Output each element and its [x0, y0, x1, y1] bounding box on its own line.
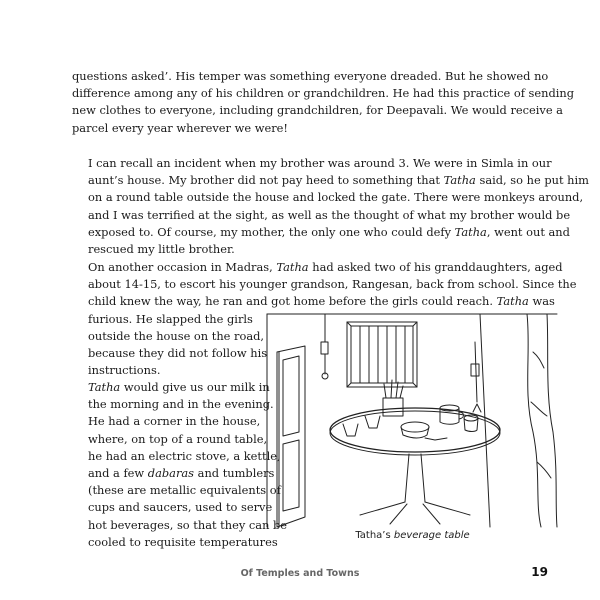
text-line: exposed to. Of course, my mother, the only one who could defy Tatha, went out and — [88, 224, 570, 239]
text-line: outside the house on the road, — [88, 328, 265, 343]
text-line: Tatha would give us our milk in — [88, 380, 270, 394]
caption-text: Tatha’s — [355, 530, 394, 541]
text-line: child knew the way, he ran and got home before the girls could reach. Tatha was — [88, 294, 555, 309]
text-line: new clothes to everyone, including grandchildren, for Deepavali. We would receive a — [72, 103, 563, 118]
text-line: instructions. — [88, 363, 161, 378]
caption-italic-text: beverage table — [393, 530, 470, 541]
text-line: and a few dabaras and tumblers — [88, 466, 275, 481]
text-line: (these are metallic equivalents of — [88, 483, 281, 498]
text-line: about 14-15, to escort his younger grandson, Rangesan, back from school. Since the — [88, 277, 577, 292]
text-line: rescued my little brother. — [88, 242, 235, 257]
text-line: difference among any of his children or grandchildren. He had this practice of sending — [72, 86, 575, 101]
text-line: I can recall an incident when my brother was around 3. We were in Simla in our — [88, 156, 552, 170]
text-line: the morning and in the evening. — [88, 397, 274, 412]
text-line: cups and saucers, used to serve — [88, 500, 273, 515]
text-line: parcel every year wherever we were! — [72, 120, 288, 135]
text-line: He had a corner in the house, — [88, 414, 261, 429]
text-line: and I was terrified at the sight, as well as the thought of what my brother would be — [88, 207, 571, 222]
paragraph — [72, 155, 589, 258]
text-line: where, on top of a round table, — [88, 431, 268, 446]
text-line: aunt’s house. My brother did not pay heed to something that Tatha said, so he put him — [88, 173, 589, 188]
text-line: on a round table outside the house and locked the gate. There were monkeys around, — [88, 190, 584, 205]
text-line: On another occasion in Madras, Tatha had asked two of his granddaughters, aged — [88, 260, 563, 274]
beverage-table-illustration — [265, 312, 560, 530]
text-line: he had an electric stove, a kettle, — [88, 448, 281, 463]
text-line: hot beverages, so that they can be — [88, 517, 288, 532]
paragraph — [72, 68, 575, 137]
text-line: cooled to requisite temperatures — [88, 534, 278, 549]
text-line: because they did not follow his — [88, 346, 268, 361]
footer-book-title: Of Temples and Towns — [240, 568, 360, 579]
text-line: questions asked’. His temper was something everyone dreaded. But he showed no — [72, 69, 549, 83]
text-line: furious. He slapped the girls — [88, 311, 253, 326]
figure-caption — [265, 530, 560, 541]
paragraph — [72, 379, 288, 551]
page-number: 19 — [531, 565, 548, 579]
